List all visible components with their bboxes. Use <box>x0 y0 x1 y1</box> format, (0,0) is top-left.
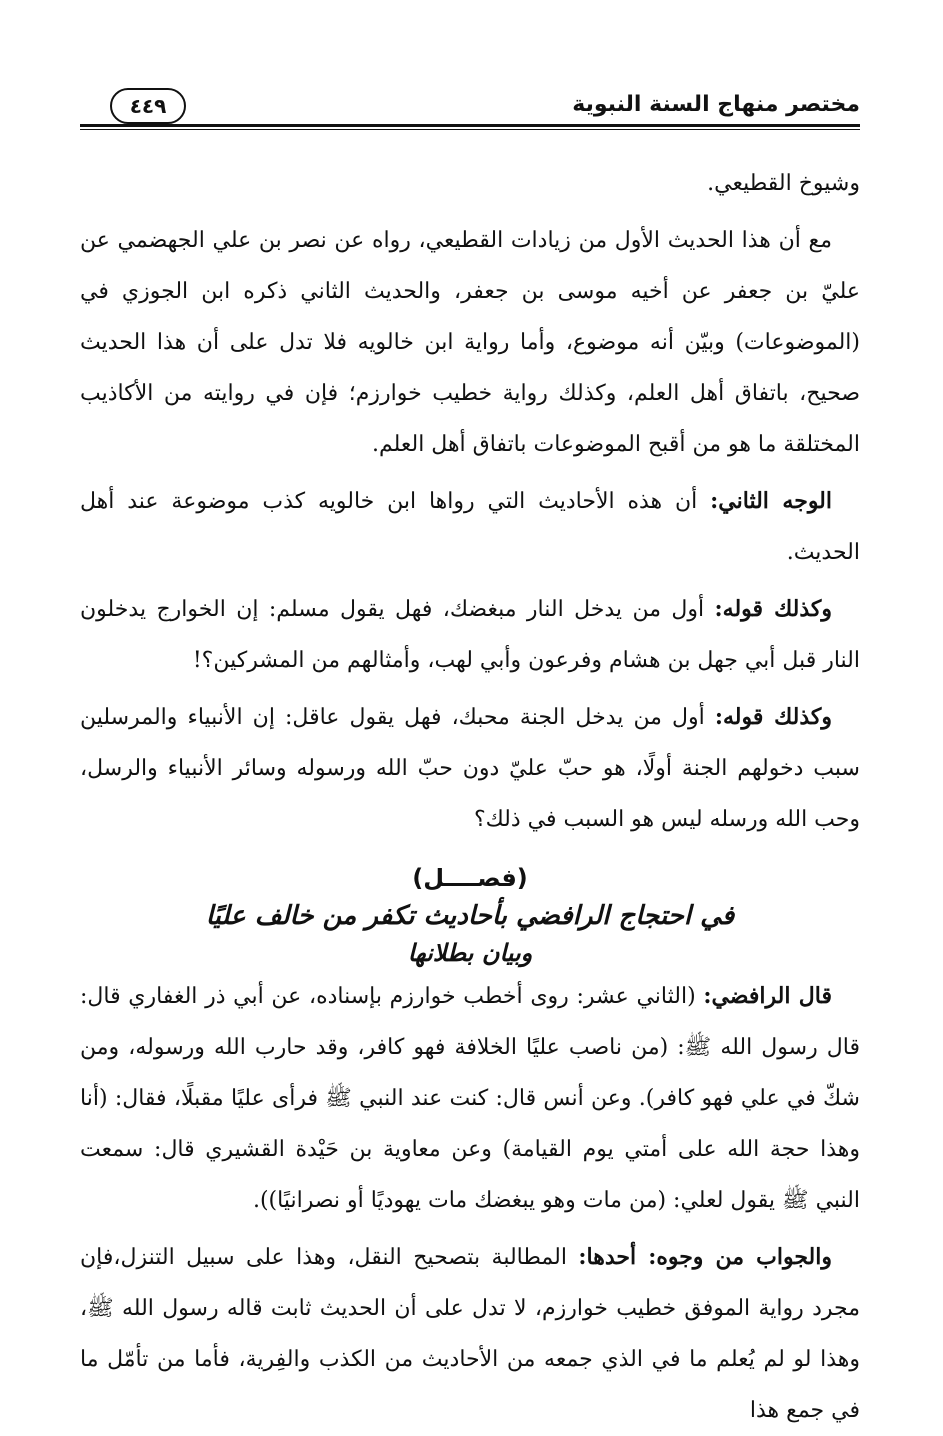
paragraph-7-lead: والجواب من وجوه: أحدها: <box>578 1244 832 1270</box>
page-number-badge: ٤٤٩ <box>110 88 186 124</box>
paragraph-2: مع أن هذا الحديث الأول من زيادات القطيعي، رواه عن نصر بن علي الجهضمي عن عليّ بن جعفر عن أخيه موسى بن جعفر، والحديث الثاني ذكره ابن الجوزي في (الموضوعات) وبيّن أنه موضوع، وأما رواية ابن خالويه فلا تدل على أن هذا الحديث صحيح، باتفاق أهل العلم، وكذلك رواية خطيب خوارزم؛ فإن في روايته من الأكاذيب المختلقة ما هو من أقبح الموضوعات باتفاق أهل العلم. <box>80 228 860 457</box>
section-label: (فصــــل) <box>412 864 528 892</box>
section-heading <box>80 859 860 971</box>
paragraph-4-text: أول من يدخل النار مبغضك، فهل يقول مسلم: إن الخوارج يدخلون النار قبل أبي جهل بن هشام وفرعون وأبي لهب، وأمثالهم من المشركين؟! <box>80 597 860 673</box>
header-divider-thin <box>80 129 860 130</box>
running-title: مختصر منهاج السنة النبوية <box>572 92 860 117</box>
paragraph-6 <box>80 971 860 1226</box>
paragraph-5 <box>80 692 860 845</box>
page-header <box>80 80 860 130</box>
paragraph-3 <box>80 476 860 578</box>
section-title: في احتجاج الرافضي بأحاديث تكفر من خالف عليًا <box>205 901 735 931</box>
paragraph-5-lead: وكذلك قوله: <box>714 704 832 730</box>
paragraph-7 <box>80 1232 860 1436</box>
section-subtitle: وبيان بطلانها <box>407 939 533 967</box>
paragraph-3-text: أن هذه الأحاديث التي رواها ابن خالويه كذب موضوعة عند أهل الحديث. <box>80 489 860 565</box>
paragraph-1: وشيوخ القطيعي. <box>707 171 860 196</box>
header-divider <box>80 124 860 127</box>
paragraph-4 <box>80 584 860 686</box>
paragraph-5-text: أول من يدخل الجنة محبك، فهل يقول عاقل: إن الأنبياء والمرسلين سبب دخولهم الجنة أولًا، هو حبّ عليّ دون حبّ الله ورسوله وسائر الأنبياء والرسل، وحب الله ورسله ليس هو السبب في ذلك؟ <box>80 705 860 832</box>
paragraph-6-lead: قال الرافضي: <box>703 983 832 1009</box>
paragraph-6-text: (الثاني عشر: روى أخطب خوارزم بإسناده، عن أبي ذر الغفاري قال: قال رسول الله ﷺ: (من ناصب عليًا الخلافة فهو كافر، وقد حارب الله ورسوله، ومن شكّ في علي فهو كافر). وعن أنس قال: كنت عند النبي ﷺ فرأى عليًا مقبلًا، فقال: (أنا وهذا حجة الله على أمتي يوم القيامة) وعن معاوية بن حَيْدة القشيري قال: سمعت النبي ﷺ يقول لعلي: (من مات وهو يبغضك مات يهوديًا أو نصرانيًا)). <box>80 984 860 1213</box>
paragraph-7-text: المطالبة بتصحيح النقل، وهذا على سبيل التنزل،فإن مجرد رواية الموفق خطيب خوارزم، لا تدل على أن الحديث ثابت قاله رسول الله ﷺ، وهذا لو لم يُعلم ما في الذي جمعه من الأحاديث من الكذب والفِرية، فأما من تأمّل ما في جمع هذا <box>80 1245 860 1423</box>
paragraph-4-lead: وكذلك قوله: <box>714 596 832 622</box>
book-page <box>80 80 860 1423</box>
paragraph-3-lead: الوجه الثاني: <box>710 488 832 514</box>
page-body <box>80 158 860 1436</box>
